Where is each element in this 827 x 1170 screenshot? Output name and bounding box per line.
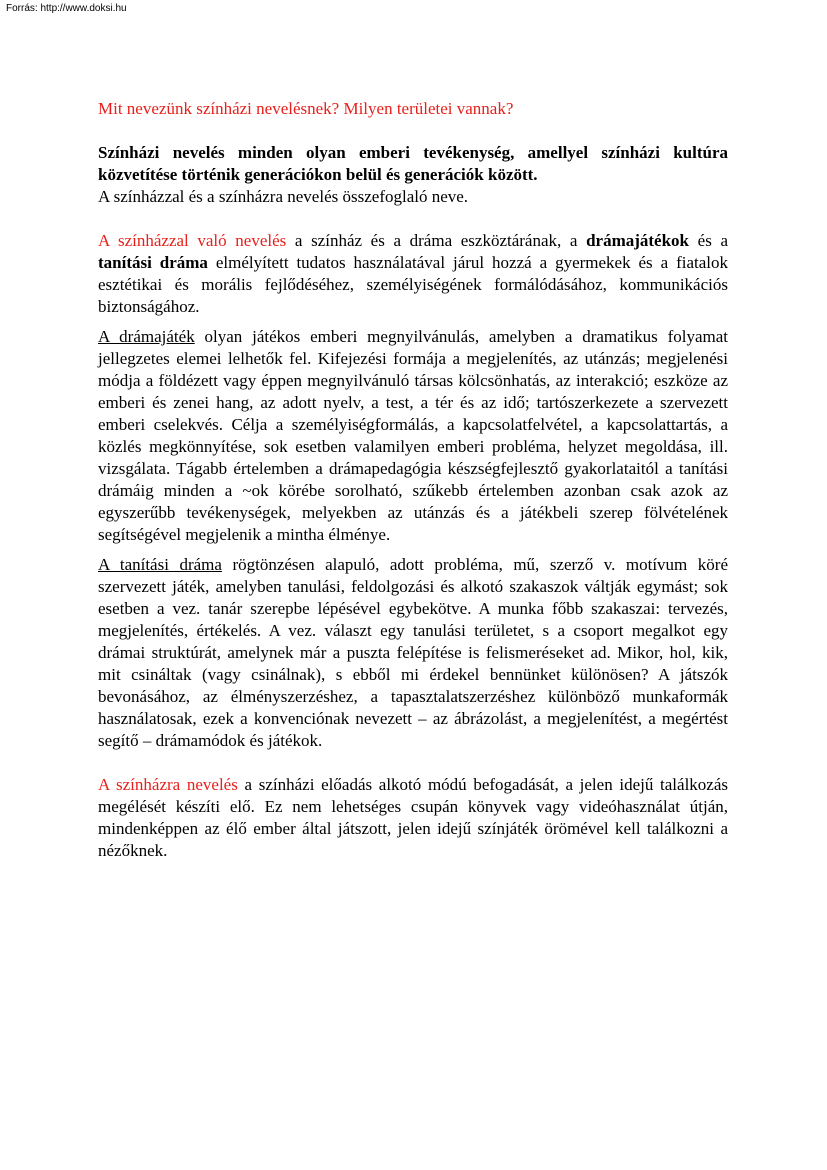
page-title: Mit nevezünk színházi nevelésnek? Milyen területei vannak? <box>98 99 514 118</box>
paragraph-szinhazra <box>98 774 728 862</box>
definition-paragraph <box>98 142 728 208</box>
paragraph-dramajatek <box>98 326 728 546</box>
bold-tanitasi-drama: tanítási dráma <box>98 253 208 272</box>
p1-text-1: a színház és a dráma eszköztárának, a <box>286 231 587 250</box>
bold-dramajatekok: drámajátékok <box>586 231 690 250</box>
p3-text: rögtönzésen alapuló, adott probléma, mű, szerző v. motívum köré szervezett játék, amelyben tanulási, feldolgozási és alkotó szakaszok váltják egymást; sok esetben a vez. tanár szerepbe lépésével egybekötve. A munka főbb szakaszai: tervezés, megjelenítés, értékelés. A vez. választ egy tanulási területet, s a csoport megalkot egy drámai struktúrát, amelynek már a puszta felépítése is felismeréseket ad. Mikor, hol, kik, mit csináltak (vagy csinálnak), s ebből mi érdekel bennünket különösen? A játszók bevonásához, az élményszerzéshez, a tapasztalatszerzéshez különböző munkaformák használatosak, ezek a konvenciónak nevezett – az ábrázolást, a megjelenítést, a megértést segítő – drámamódok és játékok. <box>98 555 728 750</box>
definition-plain: A színházzal és a színházra nevelés összefoglaló neve. <box>98 187 469 206</box>
p1-text-3: elmélyített tudatos használatával járul hozzá a gyermekek és a fiatalok esztétikai és morális fejlődéséhez, személyiségének formálódásához, kommunikációs biztonságához. <box>98 253 728 316</box>
term-szinhazra-neveles: A színházra nevelés <box>98 775 238 794</box>
definition-bold: Színházi nevelés minden olyan emberi tevékenység, amellyel színházi kultúra közvetítése történik generációkon belül és generációk között. <box>98 143 728 184</box>
term-szinhazzal-valo-neveles: A színházzal való nevelés <box>98 231 287 250</box>
p2-text: olyan játékos emberi megnyilvánulás, amelyben a dramatikus folyamat jellegzetes elemei lelhetők fel. Kifejezési formája a megjelenítés, az utánzás; megjelenési módja a földézett vagy éppen megnyilvánuló társas kölcsönhatás, az interakció; eszköze az emberi és zenei hang, az adott nyelv, a test, a tér és az idő; tartószerkezete a szervezett emberi cselekvés. Célja a személyiségformálás, a kapcsolatfelvétel, a kapcsolattartás, a közlés megkönnyítése, sok esetben valamilyen emberi probléma, helyzet megoldása, ill. vizsgálata. Tágabb értelemben a drámapedagógia készségfejlesztő gyakorlataitól a tanítási drámáig minden a ~ok körébe sorolható, szűkebb értelemben azonban csak azok az egyszerűbb tevékenységek, melyekben az utánzás és a játékbeli szerep fölvételének segítségével megjelenik a mintha élménye. <box>98 327 728 544</box>
term-dramajatek: A drámajáték <box>98 327 195 346</box>
term-tanitasi-drama: A tanítási dráma <box>98 555 222 574</box>
paragraph-tanitasi-drama <box>98 554 728 752</box>
paragraph-szinhazzal <box>98 230 728 318</box>
document-body <box>98 98 728 862</box>
p4-text: a színházi előadás alkotó módú befogadását, a jelen idejű találkozás megélését készíti elő. Ez nem lehetséges csupán könyvek vagy videóhasználat útján, mindenképpen az élő ember által játszott, jelen idejű színjáték örömével kell találkozni a nézőknek. <box>98 775 729 860</box>
p1-text-2: és a <box>689 231 728 250</box>
source-label: Forrás: http://www.doksi.hu <box>6 3 127 14</box>
